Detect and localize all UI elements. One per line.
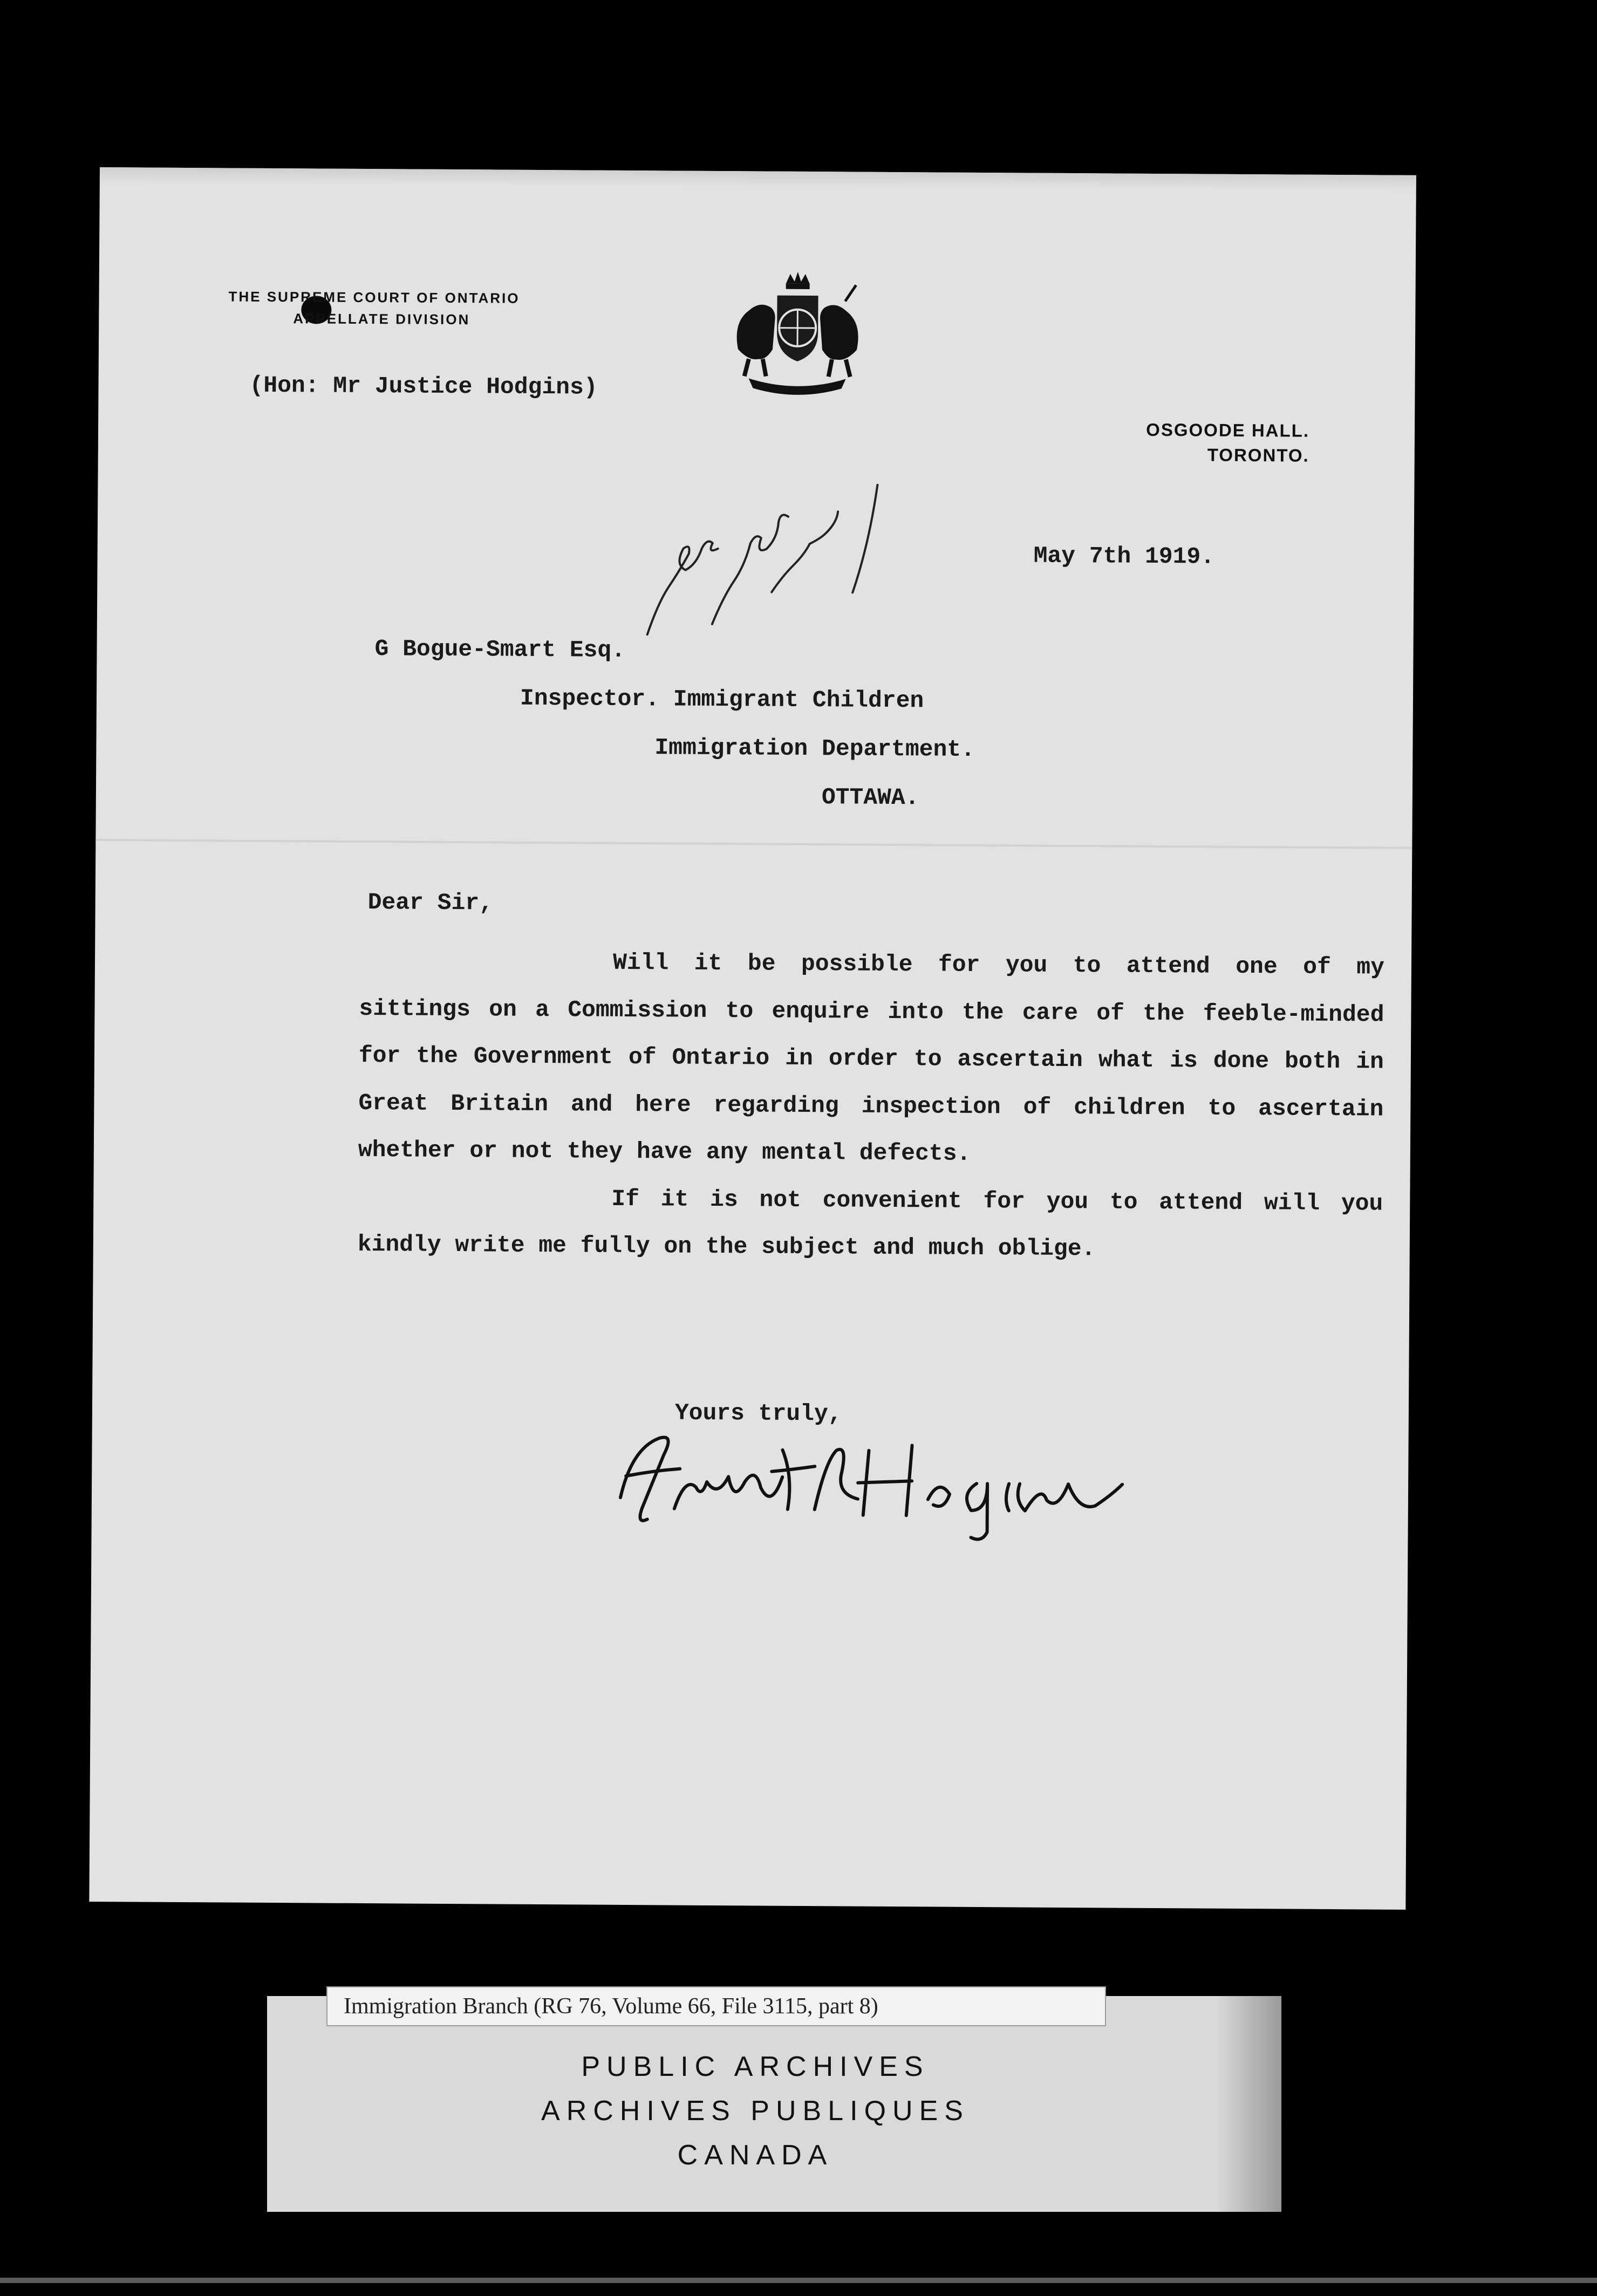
recipient-department: Immigration Department. (654, 734, 975, 763)
closing: Yours truly, (674, 1399, 842, 1427)
stamp-line: PUBLIC ARCHIVES (581, 2051, 930, 2082)
salutation: Dear Sir, (367, 889, 494, 917)
handwritten-annotation (637, 462, 886, 647)
handwritten-signature (609, 1417, 1128, 1544)
recipient-name: G Bogue-Smart Esq. (374, 636, 626, 664)
location-address (1146, 418, 1309, 468)
body-paragraph: Will it be possible for you to attend one of my sittings on a Commission to enquire into the care of the feeble-minded for the Government of Ontario in order to ascertain what is done both in Great Britain and here regarding inspection of children to ascertain whether or not they have any mental defects. (358, 949, 1385, 1167)
letter-date: May 7th 1919. (1033, 542, 1215, 570)
court-letterhead (228, 285, 520, 330)
letter-body (358, 938, 1385, 1274)
location-building: OSGOODE HALL. (1146, 419, 1310, 441)
royal-coat-of-arms-icon (716, 268, 878, 399)
archive-reference: Immigration Branch (RG 76, Volume 66, File 3115, part 8) (326, 1986, 1106, 2026)
film-edge (0, 2278, 1597, 2283)
body-paragraph: If it is not convenient for you to attend will you kindly write me fully on the subject and much oblige. (357, 1185, 1383, 1262)
court-division: APPELLATE DIVISION (293, 310, 470, 328)
court-name: THE SUPREME COURT OF ONTARIO (228, 288, 520, 306)
stamp-line: CANADA (677, 2140, 834, 2171)
justice-name: (Hon: Mr Justice Hodgins) (249, 372, 598, 401)
archive-stamp (335, 2045, 1176, 2177)
location-city: TORONTO. (1207, 445, 1309, 466)
recipient-city: OTTAWA. (821, 784, 919, 811)
letter-page (89, 167, 1416, 1910)
stamp-line: ARCHIVES PUBLIQUES (541, 2095, 970, 2127)
recipient-title: Inspector. Immigrant Children (520, 685, 924, 714)
